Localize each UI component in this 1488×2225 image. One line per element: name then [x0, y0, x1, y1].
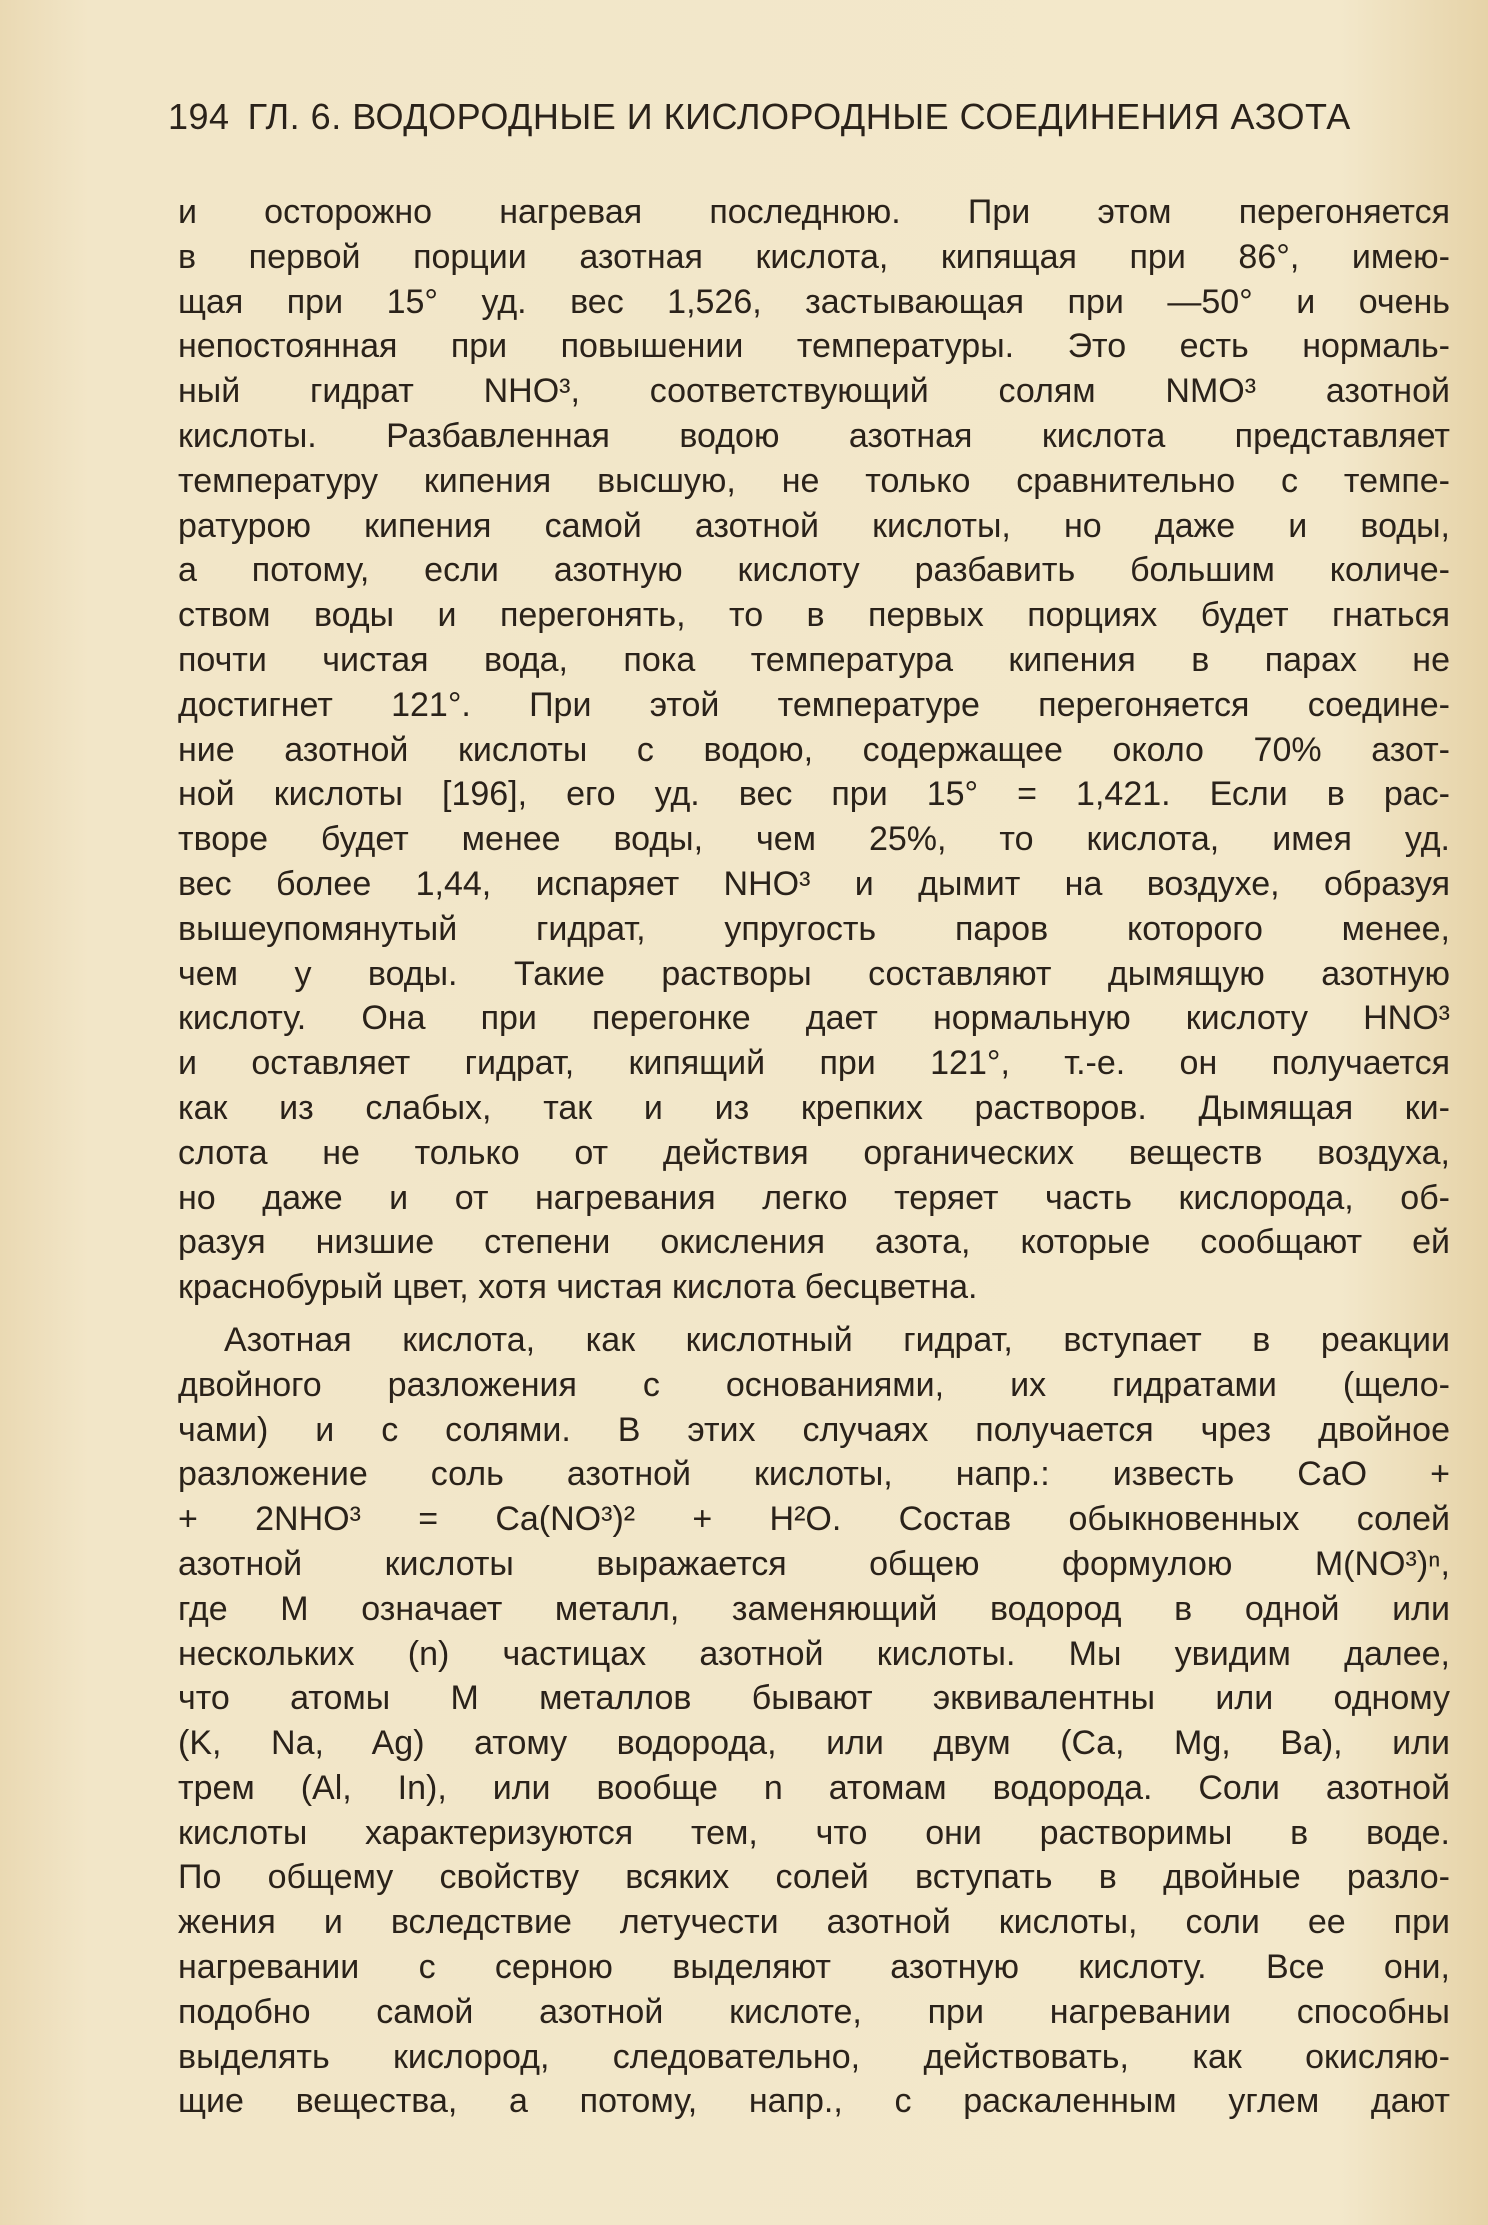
text-line: кислоты. Разбавленная водою азотная кислота представляет — [178, 416, 1450, 455]
text-line: но даже и от нагревания легко теряет часть кислорода, об- — [178, 1178, 1450, 1217]
text-line: азотной кислоты выражается общею формулою M(NO³)ⁿ, — [178, 1544, 1450, 1583]
text-line: трем (Al, In), или вообще n атомам водорода. Соли азотной — [178, 1768, 1450, 1807]
text-line: Азотная кислота, как кислотный гидрат, вступает в реакции — [224, 1320, 1450, 1359]
text-line: ратурою кипения самой азотной кислоты, но даже и воды, — [178, 506, 1450, 545]
text-line: ной кислоты [196], его уд. вес при 15° = 1,421. Если в рас- — [178, 775, 1450, 814]
text-line: температуру кипения высшую, не только сравнительно с темпе- — [178, 461, 1450, 500]
page-number: 194 — [168, 96, 230, 137]
text-line: слота не только от действия органических веществ воздуха, — [178, 1133, 1450, 1172]
text-line: где M означает металл, заменяющий водород в одной или — [178, 1589, 1450, 1628]
text-line: ный гидрат NHO³, соответствующий солям NMO³ азотной — [178, 372, 1450, 411]
text-line: + 2NHO³ = Ca(NO³)² + H²O. Состав обыкновенных солей — [178, 1500, 1450, 1539]
body-text — [178, 190, 1450, 2124]
text-line: двойного разложения с основаниями, их гидратами (щело- — [178, 1365, 1450, 1404]
text-line: кислоту. Она при перегонке дает нормальную кислоту HNO³ — [178, 999, 1450, 1038]
text-line: и осторожно нагревая последнюю. При этом перегоняется — [178, 193, 1450, 231]
text-line: кислоты характеризуются тем, что они растворимы в воде. — [178, 1813, 1450, 1852]
text-line: подобно самой азотной кислоте, при нагревании способны — [178, 1992, 1450, 2031]
text-line: нескольких (n) частицах азотной кислоты. Мы увидим далее, — [178, 1634, 1450, 1673]
text-line: разложение соль азотной кислоты, напр.: известь CaO + — [178, 1455, 1450, 1494]
text-line: чами) и с солями. В этих случаях получается чрез двойное — [178, 1410, 1450, 1449]
text-line: разуя низшие степени окисления азота, которые сообщают ей — [178, 1223, 1450, 1262]
text-line: щие вещества, а потому, напр., с раскаленным углем дают — [178, 2082, 1450, 2121]
paragraph-2 — [178, 1318, 1450, 2124]
text-line: и оставляет гидрат, кипящий при 121°, т.-е. он получается — [178, 1044, 1450, 1083]
text-line: что атомы M металлов бывают эквивалентны или одному — [178, 1679, 1450, 1718]
text-line: вес более 1,44, испаряет NHO³ и дымит на воздухе, образуя — [178, 864, 1450, 903]
text-line: творе будет менее воды, чем 25%, то кислота, имея уд. — [178, 820, 1450, 859]
page-header — [168, 96, 1450, 156]
text-line: жения и вследствие летучести азотной кислоты, соли ее при — [178, 1903, 1450, 1942]
text-line: вышеупомянутый гидрат, упругость паров которого менее, — [178, 909, 1450, 948]
text-line: По общему свойству всяких солей вступать в двойные разло- — [178, 1858, 1450, 1897]
text-line: как из слабых, так и из крепких растворов. Дымящая ки- — [178, 1088, 1450, 1127]
paragraph-1 — [178, 190, 1450, 1310]
paragraph-gap — [178, 1310, 1450, 1318]
text-line: щая при 15° уд. вес 1,526, застывающая при —50° и очень — [178, 282, 1450, 321]
text-line: ством воды и перегонять, то в первых порциях будет гнаться — [178, 596, 1450, 635]
text-line: чем у воды. Такие растворы составляют дымящую азотную — [178, 954, 1450, 993]
text-line: (K, Na, Ag) атому водорода, или двум (Ca, Mg, Ba), или — [178, 1724, 1450, 1763]
text-line: выделять кислород, следовательно, действовать, как окисляю- — [178, 2037, 1450, 2076]
text-line: достигнет 121°. При этой температуре перегоняется соедине- — [178, 685, 1450, 724]
text-line: краснобурый цвет, хотя чистая кислота бесцветна. — [178, 1268, 978, 1307]
text-line: нагревании с серною выделяют азотную кислоту. Все они, — [178, 1948, 1450, 1987]
text-line: а потому, если азотную кислоту разбавить большим количе- — [178, 551, 1450, 590]
running-title: ГЛ. 6. ВОДОРОДНЫЕ И КИСЛОРОДНЫЕ СОЕДИНЕНИЯ АЗОТА — [247, 96, 1351, 137]
text-line: непостоянная при повышении температуры. Это есть нормаль- — [178, 327, 1450, 366]
text-line: в первой порции азотная кислота, кипящая при 86°, имею- — [178, 237, 1450, 276]
text-line: ние азотной кислоты с водою, содержащее около 70% азот- — [178, 730, 1450, 769]
text-line: почти чистая вода, пока температура кипения в парах не — [178, 640, 1450, 679]
